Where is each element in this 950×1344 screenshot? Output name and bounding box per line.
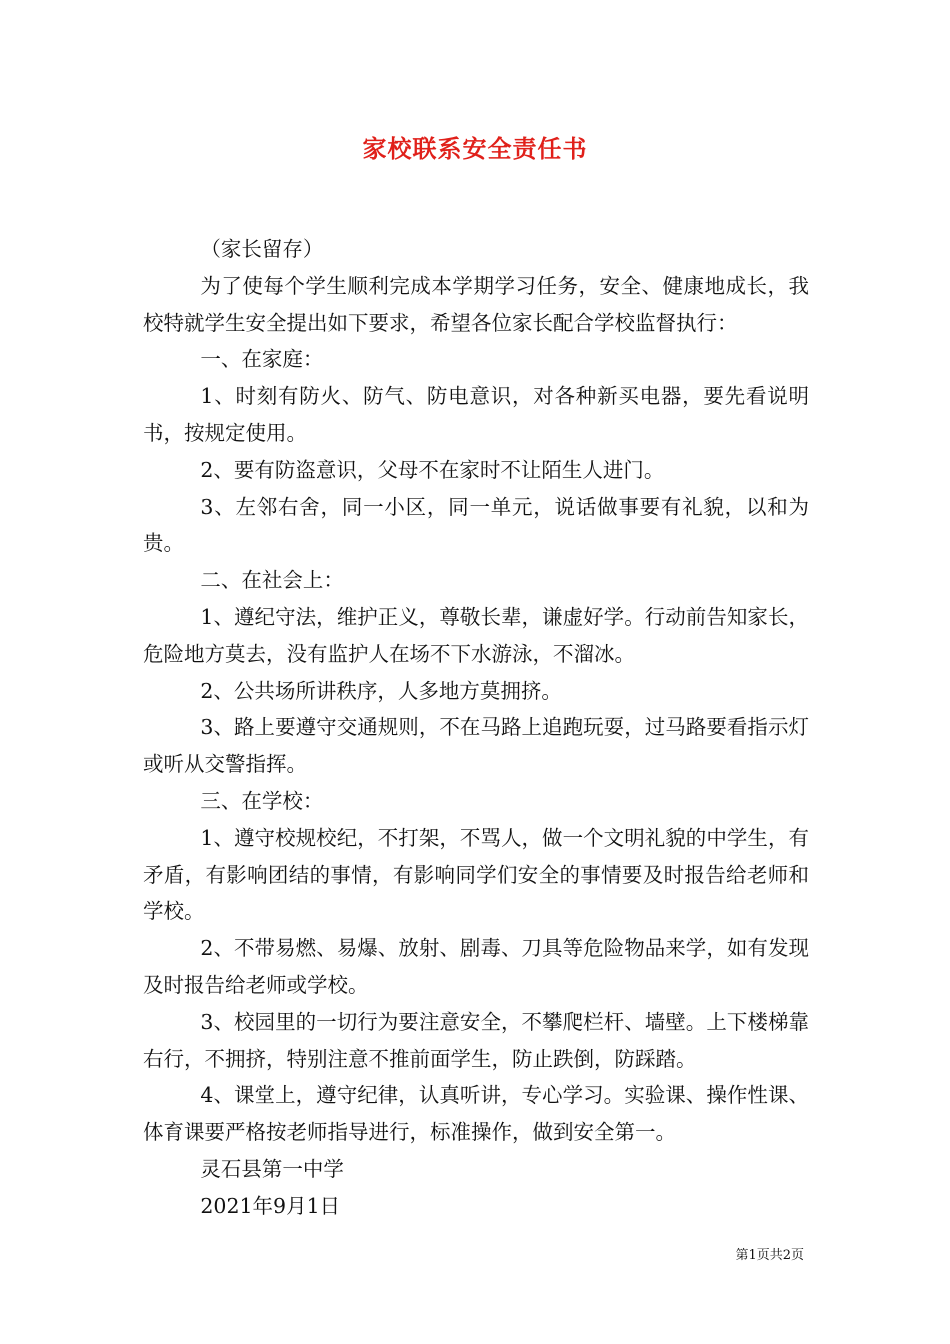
section-home-heading: 一、在家庭： [200, 347, 324, 372]
home-item-1: 1、时刻有防火、防气、防电意识，对各种新买电器，要先看说明书，按规定使用。 [143, 384, 809, 445]
document-title: 家校联系安全责任书 [362, 134, 588, 163]
section-school-heading: 三、在学校： [200, 788, 324, 813]
section-society-heading: 二、在社会上： [200, 568, 344, 593]
signature-school-name: 灵石县第一中学 [200, 1156, 344, 1181]
school-item-4: 4、课堂上，遵守纪律，认真听讲，专心学习。实验课、操作性课、体育课要严格按老师指导进行，标准操作，做到安全第一。 [143, 1083, 809, 1145]
school-item-3: 3、校园里的一切行为要注意安全，不攀爬栏杆、墙壁。上下楼梯靠右行，不拥挤，特别注意不推前面学生，防止跌倒，防踩踏。 [143, 1009, 809, 1071]
society-item-1: 1、遵纪守法，维护正义，尊敬长辈，谦虚好学。行动前告知家长，危险地方莫去，没有监护人在场不下水游泳，不溜冰。 [143, 604, 809, 666]
society-item-2: 2、公共场所讲秩序，人多地方莫拥挤。 [200, 678, 562, 703]
note-parent-copy: （家长留存） [200, 237, 324, 261]
school-item-2: 2、不带易燃、易爆、放射、剧毒、刀具等危险物品来学，如有发现及时报告给老师或学校。 [143, 936, 809, 997]
page-number: 第1页共2页 [735, 1248, 804, 1263]
society-item-3: 3、路上要遵守交通规则，不在马路上追跑玩耍，过马路要看指示灯或听从交警指挥。 [143, 715, 809, 777]
document-body [143, 231, 809, 1225]
home-item-3: 3、左邻右舍，同一小区，同一单元，说话做事要有礼貌，以和为贵。 [143, 494, 809, 556]
home-item-2: 2、要有防盗意识，父母不在家时不让陌生人进门。 [200, 457, 665, 482]
intro-paragraph: 为了使每个学生顺利完成本学期学习任务，安全、健康地成长，我校特就学生安全提出如下要求，希望各位家长配合学校监督执行： [143, 273, 809, 335]
signature-date: 2021年9月1日 [200, 1193, 341, 1218]
school-item-1: 1、遵守校规校纪，不打架，不骂人，做一个文明礼貌的中学生，有矛盾，有影响团结的事情，有影响同学们安全的事情要及时报告给老师和学校。 [143, 825, 809, 924]
